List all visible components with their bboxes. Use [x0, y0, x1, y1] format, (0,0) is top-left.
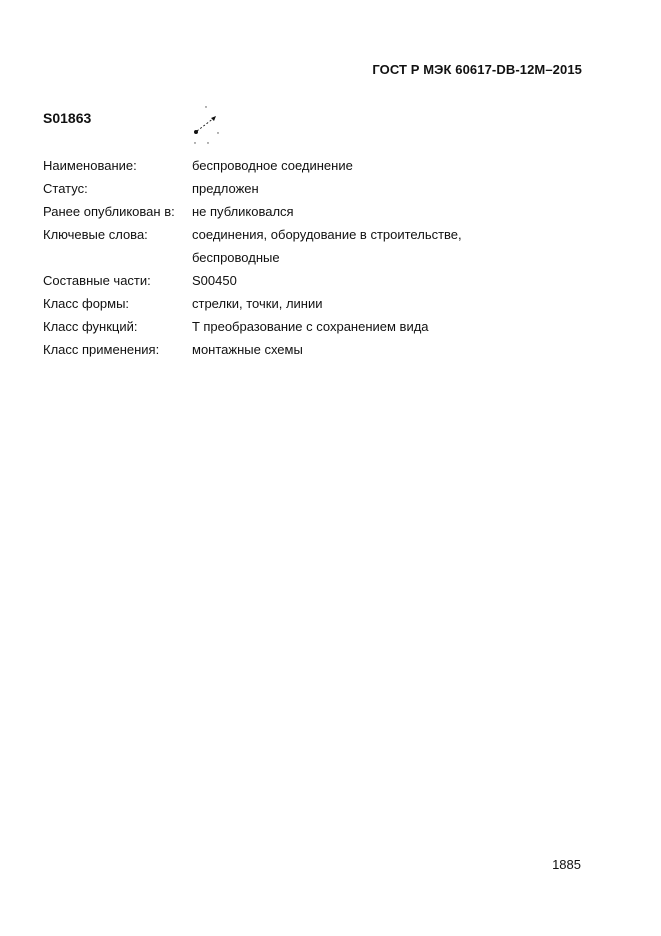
property-label: Статус: — [43, 181, 88, 196]
property-label: Класс применения: — [43, 342, 160, 357]
property-value: беспроводные — [192, 250, 280, 265]
property-row-keywords-continued — [43, 246, 603, 269]
property-label: Ключевые слова: — [43, 227, 148, 242]
property-row-shape-class — [43, 292, 603, 315]
symbol-id: S01863 — [43, 110, 92, 126]
document-header: ГОСТ Р МЭК 60617-DB-12M–2015 — [372, 62, 582, 77]
property-row-previously-published — [43, 200, 603, 223]
property-value: соединения, оборудование в строительстве, — [192, 227, 462, 242]
dashed-diagonal-line — [197, 118, 214, 131]
property-row-status — [43, 177, 603, 200]
property-row-keywords — [43, 223, 603, 246]
symbol-figure-svg — [190, 104, 220, 146]
property-label: Класс формы: — [43, 296, 130, 311]
property-row-name — [43, 154, 603, 177]
property-label: Наименование: — [43, 158, 137, 173]
property-label: Составные части: — [43, 273, 151, 288]
property-row-components — [43, 269, 603, 292]
property-label: Класс функций: — [43, 319, 138, 334]
tick-mark-right — [217, 132, 218, 133]
property-value: предложен — [192, 181, 259, 196]
properties-table — [43, 154, 603, 361]
property-value: не публиковался — [192, 204, 294, 219]
arrowhead-icon — [211, 116, 216, 121]
property-label — [43, 246, 192, 269]
property-value: монтажные схемы — [192, 342, 303, 357]
property-label: Ранее опубликован в: — [43, 204, 175, 219]
property-value: T преобразование с сохранением вида — [192, 319, 429, 334]
property-row-application-class — [43, 338, 603, 361]
property-value: беспроводное соединение — [192, 158, 353, 173]
property-row-function-class — [43, 315, 603, 338]
tick-mark-top — [205, 106, 206, 107]
tick-mark-bottom-left — [194, 142, 195, 143]
page-number: 1885 — [552, 857, 581, 872]
wireless-connection-symbol-icon — [190, 104, 220, 146]
property-value: стрелки, точки, линии — [192, 296, 323, 311]
tick-mark-bottom-right — [207, 142, 208, 143]
property-value: S00450 — [192, 273, 237, 288]
